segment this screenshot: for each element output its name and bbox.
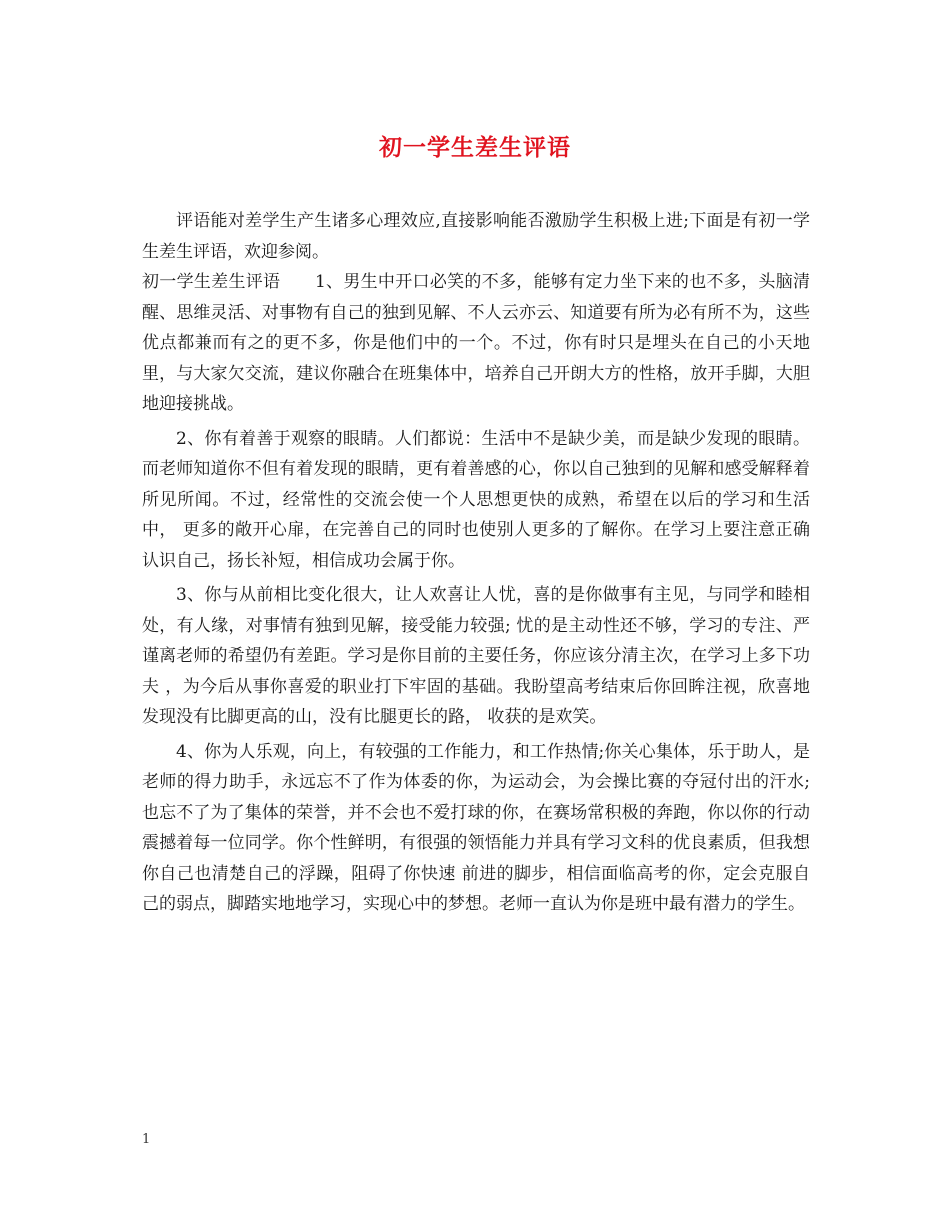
paragraph-3: 3、你与从前相比变化很大，让人欢喜让人忧，喜的是你做事有主见，与同学和睦相处，有人缘，对事情有独到见解，接受能力较强; 忧的是主动性还不够，学习的专注、严谨离老师的希望仍有差距。学习是你目前的主要任务，你应该分清主次，在学习上多下功夫 ，为今后从事你喜爱的职业打下牢固的基础。我盼望高考结束后你回眸注视，欣喜地发现没有比脚更高的山，没有比腿更长的路， 收获的是欢笑。: [142, 585, 810, 727]
document-title: 初一学生差生评语: [379, 134, 571, 161]
intro-paragraph: 评语能对差学生产生诸多心理效应,直接影响能否激励学生积极上进;下面是有初一学生差生评语，欢迎参阅。: [142, 211, 810, 262]
document-body: [142, 206, 810, 920]
paragraph-4: 4、你为人乐观，向上，有较强的工作能力，和工作热情;你关心集体，乐于助人，是老师的得力助手，永远忘不了作为体委的你，为运动会，为会操比赛的夺冠付出的汗水;也忘不了为了集体的荣誉，并不会也不爱打球的你，在赛场常积极的奔跑，你以你的行动 震撼着每一位同学。你个性鲜明，有很强的领悟能力并具有学习文科的优良素质，但我想你自己也清楚自己的浮躁，阻碍了你快速 前进的脚步，相信面临高考的你，定会克服自己的弱点，脚踏实地地学习，实现心中的梦想。老师一直认为你是班中最有潜力的学生。: [142, 741, 810, 914]
paragraph-2: 2、你有着善于观察的眼睛。人们都说：生活中不是缺少美，而是缺少发现的眼睛。而老师知道你不但有着发现的眼睛，更有着善感的心，你以自己独到的见解和感受解释着所见所闻。不过，经常性的交流会使一个人思想更快的成熟，希望在以后的学习和生活中， 更多的敞开心扉，在完善自己的同时也使别人更多的了解你。在学习上要注意正确认识自己，扬长补短，相信成功会属于你。: [142, 428, 810, 571]
paragraph-1: 初一学生差生评语 1、男生中开口必笑的不多，能够有定力坐下来的也不多，头脑清醒、思维灵活、对事物有自己的独到见解、不人云亦云、知道要有所为必有所不为，这些优点都兼而有之的更不多，你是他们中的一个。不过，你有时只是埋头在自己的小天地里，与大家欠交流，建议你融合在班集体中，培养自己开朗大方的性格，放开手脚，大胆地迎接挑战。: [142, 272, 810, 414]
page-number: 1: [142, 1132, 151, 1147]
